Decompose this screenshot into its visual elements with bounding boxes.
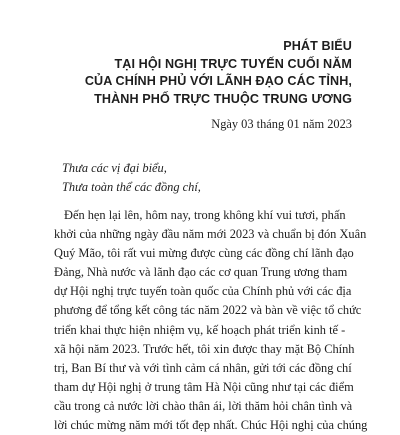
body-line: triển khai thực hiện nhiệm vụ, kế hoạch phát triển kinh tế -: [54, 322, 346, 337]
title-line: PHÁT BIỂU: [283, 39, 352, 53]
title-line: TẠI HỘI NGHỊ TRỰC TUYẾN CUỐI NĂM: [114, 56, 352, 71]
salutation-line: Thưa toàn thể các đồng chí,: [62, 180, 201, 194]
speech-header: [52, 38, 352, 132]
body-line: cầu trong cả nước lời chào thân ái, lời thăm hỏi chân tình và: [54, 398, 353, 413]
body-line: xã hội năm 2023. Trước hết, tôi xin được thay mặt Bộ Chính: [54, 341, 355, 356]
body-line: khởi của những ngày đầu năm mới 2023 và chuẩn bị đón Xuân: [54, 227, 367, 242]
body-line: trị, Ban Bí thư và với tình cảm cá nhân, gửi tới các đồng chí: [54, 360, 352, 375]
body-line: lời chúc mừng năm mới tốt đẹp nhất. Chúc Hội nghị của chúng: [54, 418, 368, 433]
body-line: tham dự Hội nghị ở trung tâm Hà Nội cũng như tại các điểm: [54, 379, 354, 394]
body-line: phương để tổng kết công tác năm 2022 và bàn về việc tổ chức: [54, 303, 362, 318]
salutation-line: Thưa các vị đại biểu,: [62, 161, 167, 175]
speech-date: Ngày 03 tháng 01 năm 2023: [211, 117, 352, 132]
body-line: Đến hẹn lại lên, hôm nay, trong không khí vui tươi, phấn: [64, 208, 346, 222]
title-line: CỦA CHÍNH PHỦ VỚI LÃNH ĐẠO CÁC TỈNH,: [84, 74, 352, 89]
body-line: Đảng, Nhà nước và lãnh đạo các cơ quan Trung ương tham: [54, 265, 348, 280]
title-line: THÀNH PHỐ TRỰC THUỘC TRUNG ƯƠNG: [94, 91, 352, 106]
body-paragraph: [54, 206, 368, 435]
body-line: Quý Mão, tôi rất vui mừng được cùng các đồng chí lãnh đạo: [54, 246, 354, 261]
salutation: [62, 159, 201, 197]
body-line: dự Hội nghị trực tuyến toàn quốc của Chính phủ với các địa: [54, 284, 352, 299]
